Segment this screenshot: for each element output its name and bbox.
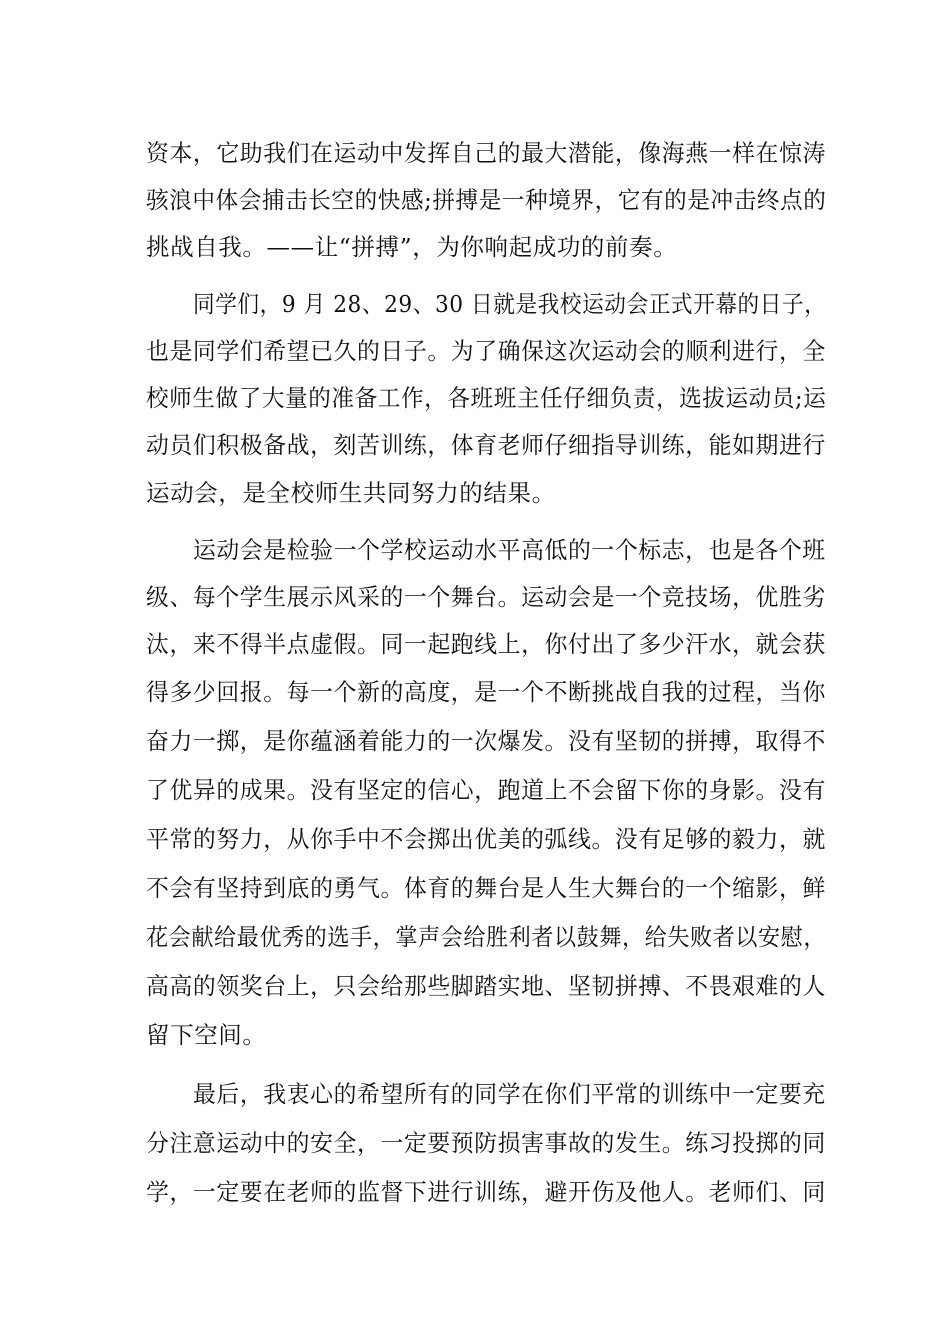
text-line: 了优异的成果。没有坚定的信心，跑道上不会留下你的身影。没有 — [146, 776, 826, 804]
paragraph-first-line: 同学们，9 月 28、29、30 日就是我校运动会正式开幕的日子， — [193, 290, 827, 318]
text-line: 挑战自我。——让“拼搏”，为你响起成功的前奏。 — [146, 233, 678, 261]
text-line: 奋力一掷，是你蕴涵着能力的一次爆发。没有坚韧的拼搏，取得不 — [146, 727, 826, 755]
paragraph-first-line: 运动会是检验一个学校运动水平高低的一个标志，也是各个班 — [193, 536, 826, 564]
text-line: 不会有坚持到底的勇气。体育的舞台是人生大舞台的一个缩影，鲜 — [146, 874, 826, 902]
text-line: 资本，它助我们在运动中发挥自己的最大潜能，像海燕一样在惊涛 — [146, 139, 826, 167]
text-line: 运动会，是全校师生共同努力的结果。 — [146, 479, 556, 507]
text-line: 花会献给最优秀的选手，掌声会给胜利者以鼓舞，给失败者以安慰， — [146, 923, 826, 951]
text-line: 级、每个学生展示风采的一个舞台。运动会是一个竞技场，优胜劣 — [146, 583, 826, 611]
text-line: 高高的领奖台上，只会给那些脚踏实地、坚韧拼搏、不畏艰难的人 — [146, 972, 826, 1000]
text-line: 汰，来不得半点虚假。同一起跑线上，你付出了多少汗水，就会获 — [146, 630, 826, 658]
text-line: 得多少回报。每一个新的高度，是一个不断挑战自我的过程，当你 — [146, 678, 826, 706]
text-line: 也是同学们希望已久的日子。为了确保这次运动会的顺利进行，全 — [146, 337, 826, 365]
text-line: 动员们积极备战，刻苦训练，体育老师仔细指导训练，能如期进行 — [146, 431, 826, 459]
text-line: 分注意运动中的安全，一定要预防损害事故的发生。练习投掷的同 — [146, 1129, 826, 1157]
paragraph-first-line: 最后，我衷心的希望所有的同学在你们平常的训练中一定要充 — [193, 1080, 826, 1108]
text-line: 学，一定要在老师的监督下进行训练，避开伤及他人。老师们、同 — [146, 1178, 826, 1206]
text-line: 骇浪中体会捕击长空的快感;拼搏是一种境界，它有的是冲击终点的 — [146, 186, 827, 214]
text-line: 平常的努力，从你手中不会掷出优美的弧线。没有足够的毅力，就 — [146, 825, 826, 853]
text-line: 留下空间。 — [146, 1021, 267, 1049]
text-line: 校师生做了大量的准备工作，各班班主任仔细负责，选拔运动员;运 — [146, 384, 827, 412]
